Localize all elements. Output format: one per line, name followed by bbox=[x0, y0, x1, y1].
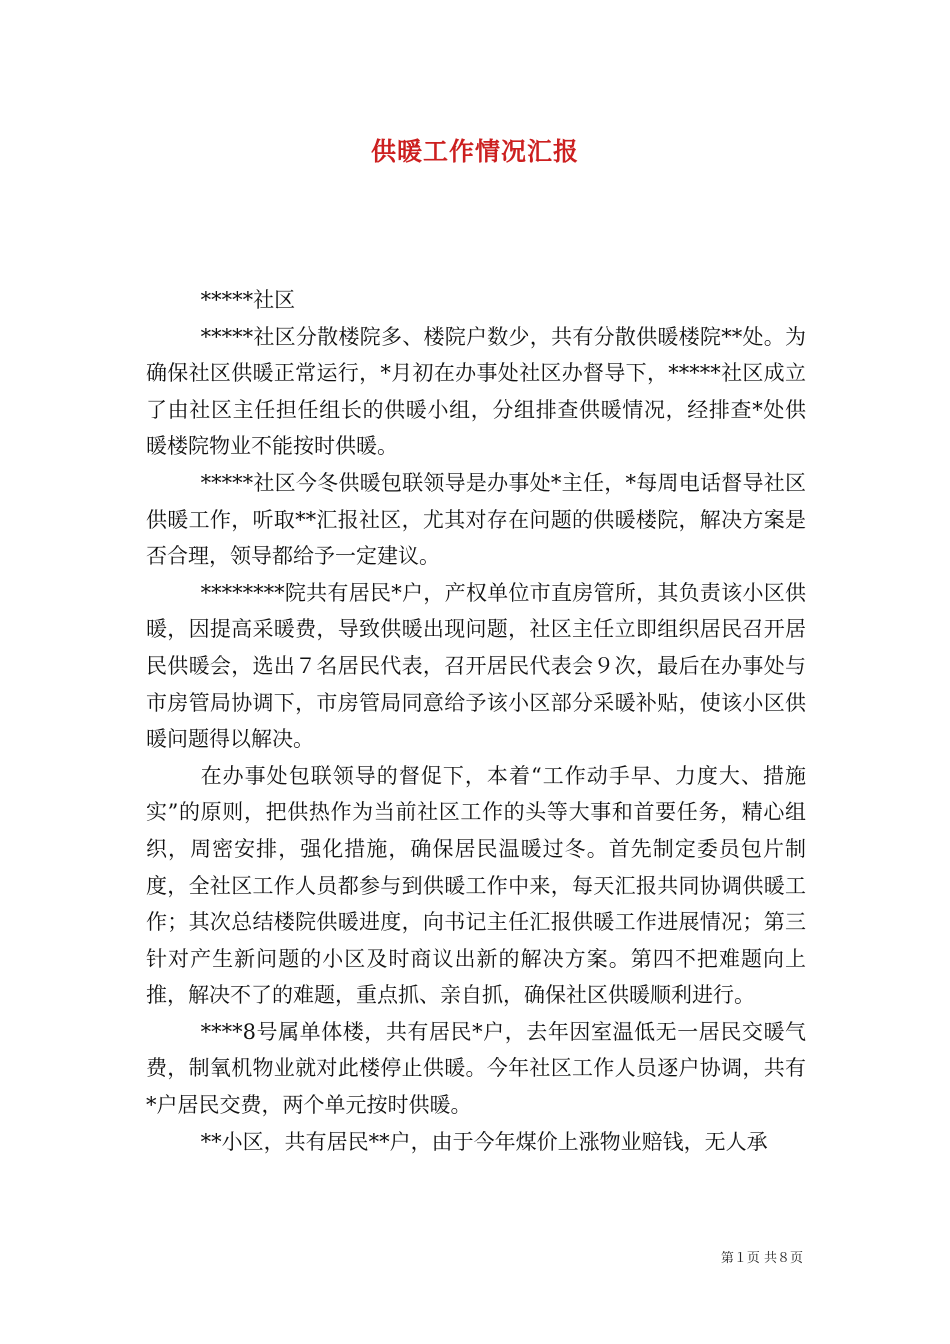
paragraph: ********院共有居民*户，产权单位市直房管所，其负责该小区供暖，因提高采暖费，导致供暖出现问题，社区主任立即组织居民召开居民供暖会，选出７名居民代表，召开居民代表会９次，最后在办事处与市房管局协调下，市房管局同意给予该小区部分采暖补贴，使该小区供暖问题得以解决。 bbox=[146, 580, 806, 752]
paragraph: *****社区今冬供暖包联领导是办事处*主任，*每周电话督导社区供暖工作，听取**汇报社区，尤其对存在问题的供暖楼院，解决方案是否合理，领导都给予一定建议。 bbox=[146, 470, 806, 569]
paragraph: *****社区分散楼院多、楼院户数少，共有分散供暖楼院**处。为确保社区供暖正常运行，*月初在办事处社区办督导下，*****社区成立了由社区主任担任组长的供暖小组，分组排查供暖情况，经排查*处供暖楼院物业不能按时供暖。 bbox=[146, 324, 806, 459]
paragraph: **小区，共有居民**户，由于今年煤价上涨物业赔钱，无人承 bbox=[200, 1129, 768, 1154]
page-title: 供暖工作情况汇报 bbox=[370, 137, 579, 166]
paragraph: ****8号属单体楼，共有居民*户，去年因室温低无一居民交暖气费，制氧机物业就对此楼停止供暖。今年社区工作人员逐户协调，共有*户居民交费，两个单元按时供暖。 bbox=[146, 1019, 806, 1118]
paragraph: *****社区 bbox=[200, 288, 296, 312]
document-body bbox=[146, 282, 806, 1160]
page-number: 第１页 共８页 bbox=[720, 1251, 803, 1266]
paragraph: 在办事处包联领导的督促下，本着“工作动手早、力度大、措施实”的原则，把供热作为当前社区工作的头等大事和首要任务，精心组织，周密安排，强化措施，确保居民温暖过冬。首先制定委员包片制度，全社区工作人员都参与到供暖工作中来，每天汇报共同协调供暖工作；其次总结楼院供暖进度，向书记主任汇报供暖工作进展情况；第三针对产生新问题的小区及时商议出新的解决方案。第四不把难题向上推，解决不了的难题，重点抓、亲自抓，确保社区供暖顺利进行。 bbox=[146, 763, 806, 1008]
